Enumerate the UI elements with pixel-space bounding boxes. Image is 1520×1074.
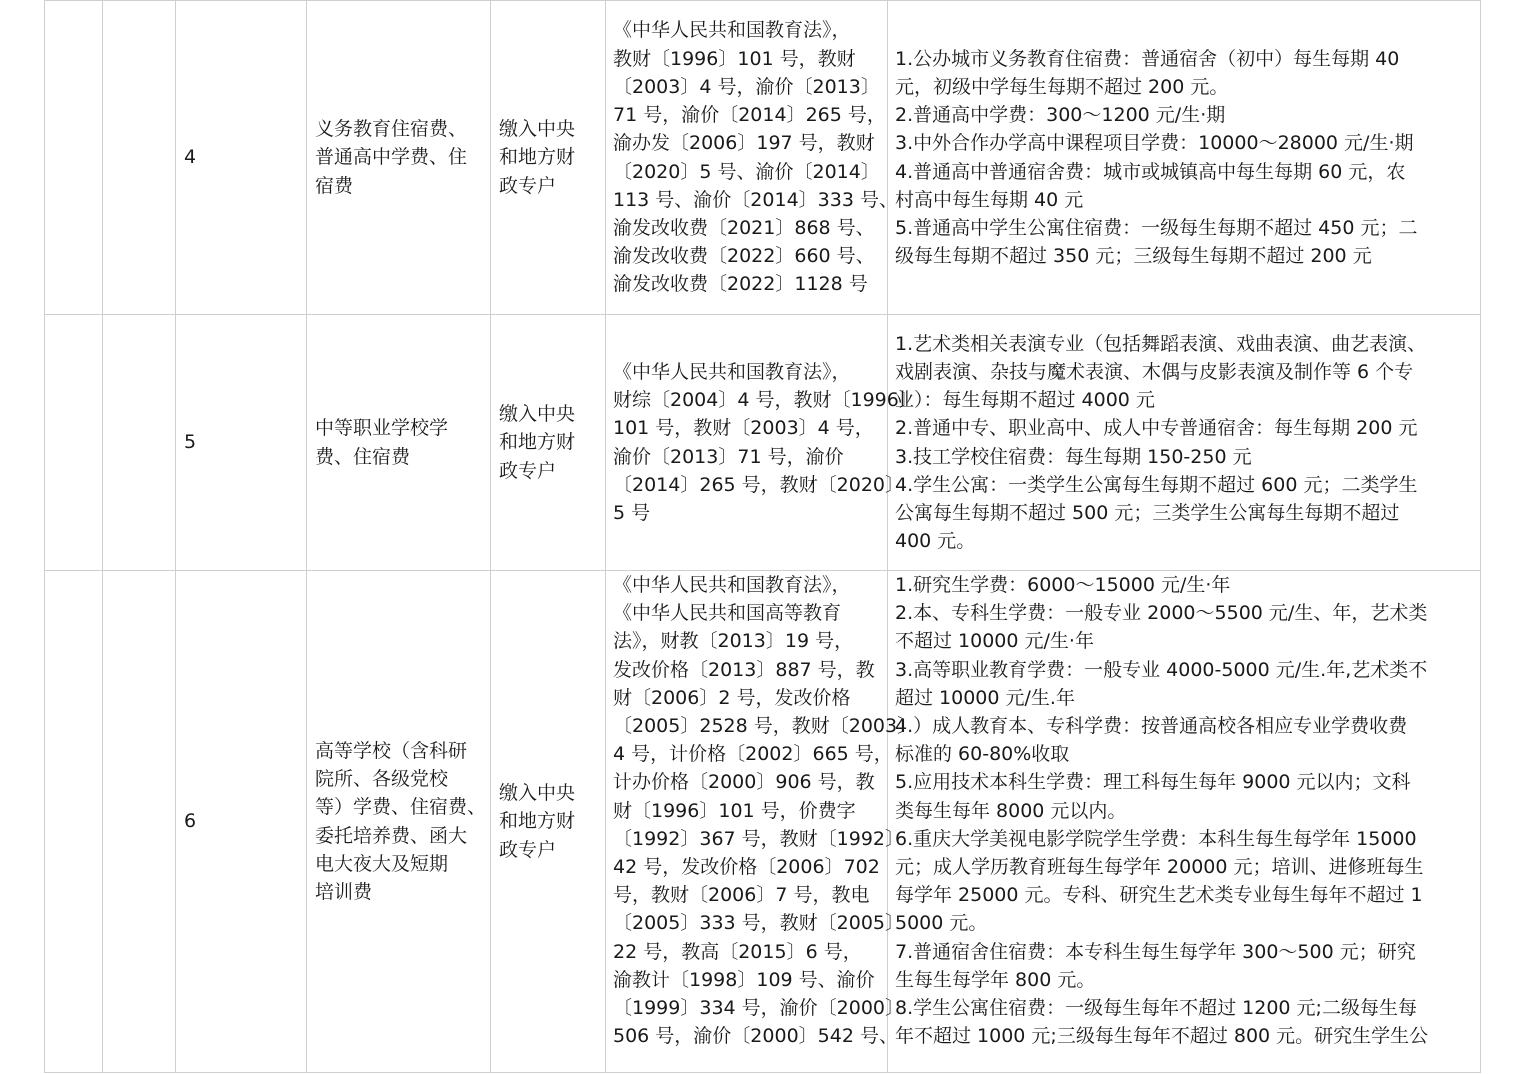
table-body: [45, 1, 1481, 1073]
text-line: 1.艺术类相关表演专业（包括舞蹈表演、戏曲表演、曲艺表演、: [895, 332, 1427, 355]
table-row: [45, 1, 1481, 315]
row-number: 5: [184, 431, 197, 454]
text-line: 506 号，渝价〔2000〕542 号、: [613, 1025, 898, 1048]
text-line: 〔1992〕367 号，教财〔1992〕: [613, 827, 905, 850]
destination-cell: [491, 315, 606, 571]
text-line: 7.普通宿舍住宿费：本专科生每生每学年 300～500 元；研究: [895, 940, 1416, 963]
legal-basis-cell: [606, 1, 898, 315]
text-line: 生每生每学年 800 元。: [895, 968, 1096, 991]
text-line: 公寓每生每期不超过 500 元；三类学生公寓每生每期不超过: [895, 501, 1400, 524]
text-line: 缴入中央: [499, 118, 576, 141]
text-line: 政专户: [499, 459, 557, 482]
text-line: 发改价格〔2013〕887 号，教: [613, 658, 875, 681]
text-line: 渝发改收费〔2022〕660 号、: [613, 245, 875, 268]
blank-cell: [45, 315, 103, 571]
blank-cell: [45, 571, 103, 1073]
fee-standard-cell: [888, 315, 1481, 571]
text-line: 5.普通高中学生公寓住宿费：一级每生每期不超过 450 元；二: [895, 216, 1418, 239]
text-line: 财〔2006〕2 号，发改价格: [613, 686, 851, 709]
text-line: 4.）成人教育本、专科学费：按普通高校各相应专业学费收费: [895, 715, 1408, 738]
text-line: 高等学校（含科研: [315, 739, 468, 762]
text-line: 业）：每生每期不超过 4000 元: [895, 389, 1155, 412]
text-line: 院所、各级党校: [315, 768, 449, 791]
blank-cell: [103, 315, 176, 571]
text-line: 和地方财: [499, 431, 576, 454]
text-line: 《中华人民共和国教育法》，: [613, 574, 851, 596]
text-line: 《中华人民共和国教育法》，: [613, 19, 851, 42]
row-number-cell: [176, 571, 307, 1073]
text-line: 71 号，渝价〔2014〕265 号，: [613, 104, 886, 127]
text-line: 4.学生公寓：一类学生公寓每生每期不超过 600 元；二类学生: [895, 473, 1418, 496]
text-line: 费、住宿费: [315, 445, 411, 468]
text-line: 法》，财教〔2013〕19 号，: [613, 630, 854, 653]
fee-standard-cell: [888, 1, 1481, 315]
text-line: 〔2005〕333 号，教财〔2005〕: [613, 912, 905, 935]
text-line: 5000 元。: [895, 912, 988, 935]
text-line: 委托培养费、函大: [315, 824, 468, 847]
fee-standard-cell: [888, 571, 1481, 1073]
text-line: 4.普通高中普通宿舍费：城市或城镇高中每生每期 60 元，农: [895, 160, 1406, 183]
text-line: 标准的 60-80%收取: [895, 743, 1070, 766]
legal-basis-cell: [606, 315, 918, 571]
text-line: 〔2020〕5 号、渝价〔2014〕: [613, 160, 880, 183]
text-line: 年不超过 1000 元;三级每生每年不超过 800 元。研究生学生公: [895, 1025, 1429, 1048]
text-line: 3.中外合作办学高中课程项目学费：10000～28000 元/生·期: [895, 132, 1414, 155]
text-line: 培训费: [315, 880, 373, 903]
text-line: 〔2014〕265 号，教财〔2020〕: [613, 473, 905, 496]
destination-cell: [491, 571, 606, 1073]
text-line: 《中华人民共和国教育法》，: [613, 360, 851, 383]
row-number-cell: [176, 1, 307, 315]
text-line: 中等职业学校学: [315, 417, 449, 440]
text-line: 缴入中央: [499, 782, 576, 805]
destination-cell: [491, 1, 606, 315]
text-line: 元，初级中学每生每期不超过 200 元。: [895, 75, 1229, 98]
text-line: 电大夜大及短期: [315, 852, 449, 875]
text-line: 渝教计〔1998〕109 号、渝价: [613, 968, 875, 991]
text-line: 戏剧表演、杂技与魔术表演、木偶与皮影表演及制作等 6 个专: [895, 360, 1414, 383]
text-line: 普通高中学费、住: [315, 146, 468, 169]
fee-item-cell: [307, 315, 491, 571]
row-number-cell: [176, 315, 307, 571]
fee-table: [44, 0, 1481, 1073]
text-line: 1.研究生学费：6000～15000 元/生·年: [895, 574, 1231, 596]
text-line: 4 号，计价格〔2002〕665 号，: [613, 743, 893, 766]
row-number: 6: [184, 810, 197, 833]
text-line: 〔1999〕334 号，渝价〔2000〕: [613, 997, 905, 1020]
text-line: 5 号: [613, 501, 651, 524]
text-line: 等）学费、住宿费、: [315, 796, 487, 819]
text-line: 和地方财: [499, 810, 576, 833]
text-line: 义务教育住宿费、: [315, 118, 468, 141]
text-line: 每学年 25000 元。专科、研究生艺术类专业每生每年不超过 1: [895, 884, 1423, 907]
legal-basis-cell: [606, 571, 917, 1073]
text-line: 村高中每生每期 40 元: [895, 188, 1084, 211]
text-line: 财〔1996〕101 号，价费字: [613, 799, 856, 822]
text-line: 〔2005〕2528 号，教财〔2003〕: [613, 715, 917, 738]
text-line: 3.技工学校住宿费：每生每期 150-250 元: [895, 445, 1252, 468]
text-line: 101 号，教财〔2003〕4 号，: [613, 417, 874, 440]
text-line: 超过 10000 元/生.年: [895, 686, 1075, 709]
text-line: 宿费: [315, 174, 354, 197]
text-line: 和地方财: [499, 146, 576, 169]
text-line: 级每生每期不超过 350 元；三级每生每期不超过 200 元: [895, 245, 1372, 268]
text-line: 2.普通中专、职业高中、成人中专普通宿舍：每生每期 200 元: [895, 417, 1418, 440]
text-line: 类每生每年 8000 元以内。: [895, 799, 1127, 822]
text-line: 42 号，发改价格〔2006〕702: [613, 856, 880, 879]
text-line: 400 元。: [895, 530, 976, 553]
blank-cell: [103, 571, 176, 1073]
text-line: 教财〔1996〕101 号，教财: [613, 47, 856, 70]
text-line: 渝办发〔2006〕197 号，教财: [613, 132, 875, 155]
text-line: 号，教财〔2006〕7 号，教电: [613, 884, 870, 907]
text-line: 政专户: [499, 174, 557, 197]
text-line: 〔2003〕4 号，渝价〔2013〕: [613, 75, 880, 98]
text-line: 政专户: [499, 838, 557, 861]
fee-item-cell: [307, 571, 491, 1073]
text-line: 8.学生公寓住宿费：一级每生每年不超过 1200 元;二级每生每: [895, 997, 1417, 1020]
table-row: [45, 315, 1481, 571]
text-line: 2.普通高中学费：300～1200 元/生·期: [895, 104, 1226, 127]
text-line: 缴入中央: [499, 403, 576, 426]
text-line: 22 号，教高〔2015〕6 号，: [613, 940, 862, 963]
blank-cell: [45, 1, 103, 315]
table-row: [45, 571, 1481, 1073]
row-number: 4: [184, 146, 197, 169]
text-line: 1.公办城市义务教育住宿费：普通宿舍（初中）每生每期 40: [895, 47, 1400, 70]
fee-item-cell: [307, 1, 491, 315]
text-line: 渝价〔2013〕71 号，渝价: [613, 445, 844, 468]
text-line: 2.本、专科生学费：一般专业 2000～5500 元/生、年，艺术类: [895, 602, 1428, 625]
text-line: 不超过 10000 元/生·年: [895, 630, 1094, 653]
text-line: 渝发改收费〔2021〕868 号、: [613, 216, 875, 239]
blank-cell: [103, 1, 176, 315]
text-line: 计办价格〔2000〕906 号，教: [613, 771, 875, 794]
text-line: 渝发改收费〔2022〕1128 号: [613, 273, 868, 296]
text-line: 3.高等职业教育学费：一般专业 4000-5000 元/生.年,艺术类不: [895, 658, 1428, 681]
text-line: 5.应用技术本科生学费：理工科每生每年 9000 元以内；文科: [895, 771, 1411, 794]
text-line: 113 号、渝价〔2014〕333 号、: [613, 188, 898, 211]
text-line: 6.重庆大学美视电影学院学生学费：本科生每生每学年 15000: [895, 827, 1417, 850]
text-line: 元；成人学历教育班每生每学年 20000 元；培训、进修班每生: [895, 856, 1424, 879]
text-line: 《中华人民共和国高等教育: [613, 602, 842, 625]
text-line: 财综〔2004〕4 号，教财〔1996〕: [613, 389, 918, 412]
